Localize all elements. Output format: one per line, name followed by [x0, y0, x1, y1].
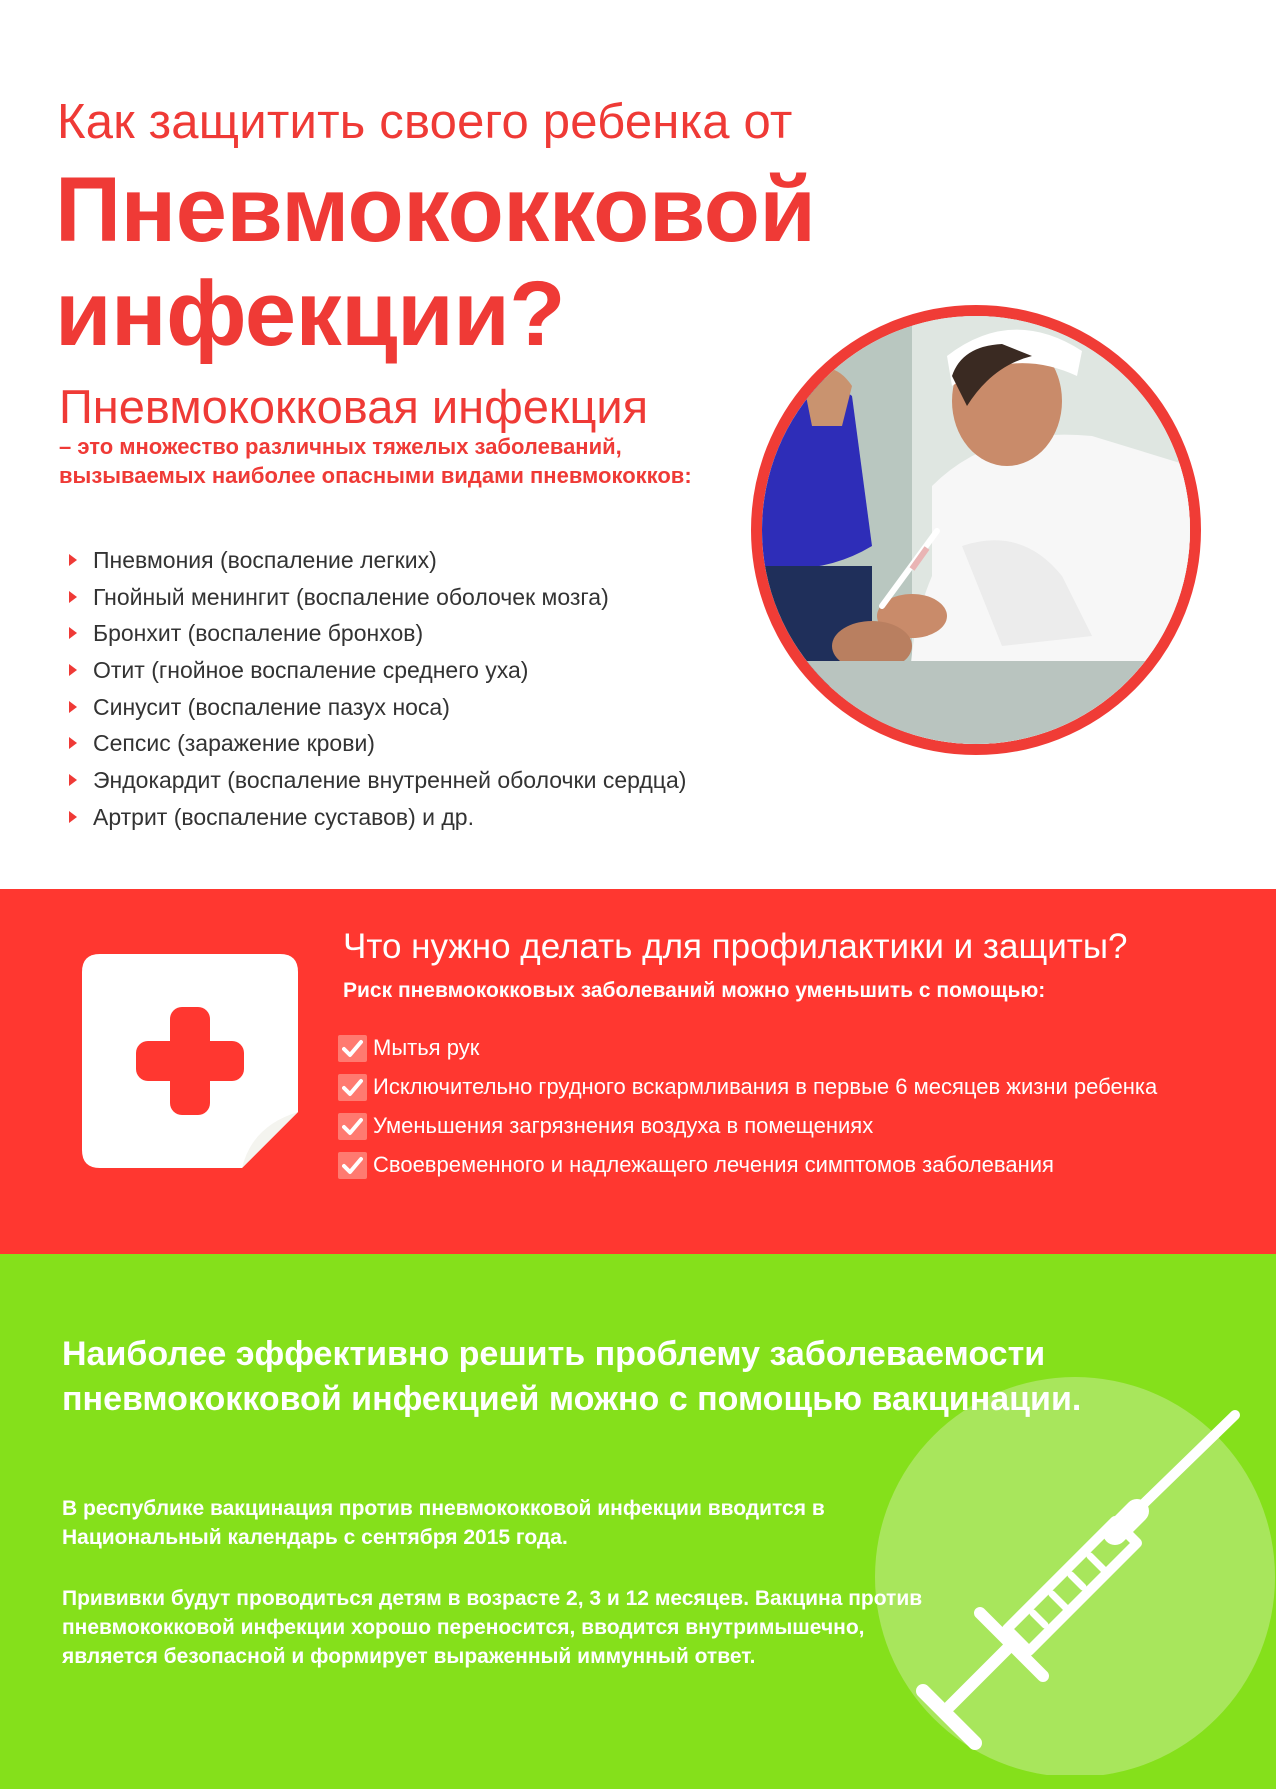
list-item — [338, 1111, 1218, 1140]
nurse-photo — [751, 305, 1201, 755]
checkmark-icon — [338, 1152, 367, 1179]
list-item-text: Бронхит (воспаление бронхов) — [93, 620, 424, 647]
list-item-text: Уменьшения загрязнения воздуха в помещениях — [373, 1113, 874, 1138]
list-item — [62, 803, 782, 840]
checkmark-icon — [338, 1113, 367, 1140]
list-item — [62, 656, 782, 693]
list-item — [338, 1150, 1218, 1179]
prevention-subtitle: Риск пневмококковых заболеваний можно уменьшить с помощью: — [343, 979, 1046, 1002]
list-item-text: Синусит (воспаление пазух носа) — [93, 693, 450, 720]
checkmark-icon — [338, 1035, 367, 1062]
list-item-text: Мытья рук — [373, 1035, 480, 1060]
bullet-triangle-icon — [69, 664, 77, 676]
list-item-text: Гнойный менингит (воспаление оболочек мозга) — [93, 583, 609, 610]
list-item — [62, 766, 782, 803]
definition-title: Пневмококковая инфекция — [59, 380, 649, 433]
checkmark-icon — [338, 1074, 367, 1101]
vaccination-paragraph-2: Прививки будут проводиться детям в возрасте 2, 3 и 12 месяцев. Вакцина против пневмококковой инфекции хорошо переносится, вводится внутримышечно, является безопасной и формирует выраженный иммунный ответ. — [62, 1587, 923, 1668]
headline-line-1: Пневмококковой — [55, 159, 816, 261]
vaccination-title: Наиболее эффективно решить проблему заболеваемости пневмококковой инфекцией можно с помощью вакцинации. — [62, 1335, 1082, 1418]
list-item — [338, 1072, 1218, 1101]
medical-cross-icon — [82, 954, 298, 1168]
bullet-triangle-icon — [69, 627, 77, 639]
prevention-list — [338, 1033, 1218, 1189]
list-item — [62, 693, 782, 730]
list-item — [62, 619, 782, 656]
headline-line-2: инфекции? — [55, 263, 565, 365]
list-item-text: Исключительно грудного вскармливания в первые 6 месяцев жизни ребенка — [373, 1074, 1158, 1099]
list-item-text: Артрит (воспаление суставов) и др. — [93, 803, 474, 830]
bullet-triangle-icon — [69, 774, 77, 786]
bullet-triangle-icon — [69, 701, 77, 713]
syringe-icon — [875, 1375, 1275, 1775]
bullet-triangle-icon — [69, 591, 77, 603]
list-item-text: Отит (гнойное воспаление среднего уха) — [93, 657, 529, 684]
vaccination-paragraph-1: В республике вакцинация против пневмококковой инфекции вводится в Национальный календарь с сентября 2015 года. — [62, 1497, 825, 1549]
list-item-text: Сепсис (заражение крови) — [93, 730, 375, 757]
list-item — [62, 729, 782, 766]
list-item-text: Своевременного и надлежащего лечения симптомов заболевания — [373, 1152, 1054, 1177]
list-item — [62, 546, 782, 583]
nurse-illustration — [762, 316, 1190, 744]
kicker-heading: Как защитить своего ребенка от — [57, 95, 793, 149]
list-item — [62, 583, 782, 620]
prevention-title: Что нужно делать для профилактики и защиты? — [343, 927, 1128, 966]
bullet-triangle-icon — [69, 811, 77, 823]
list-item-text: Пневмония (воспаление легких) — [93, 547, 437, 573]
bullet-triangle-icon — [69, 554, 77, 566]
disease-list — [62, 546, 782, 840]
definition-text: – это множество различных тяжелых заболеваний, вызываемых наиболее опасными видами пневмококков: — [59, 434, 692, 488]
bullet-triangle-icon — [69, 737, 77, 749]
list-item — [338, 1033, 1218, 1062]
list-item-text: Эндокардит (воспаление внутренней оболочки сердца) — [93, 767, 687, 794]
